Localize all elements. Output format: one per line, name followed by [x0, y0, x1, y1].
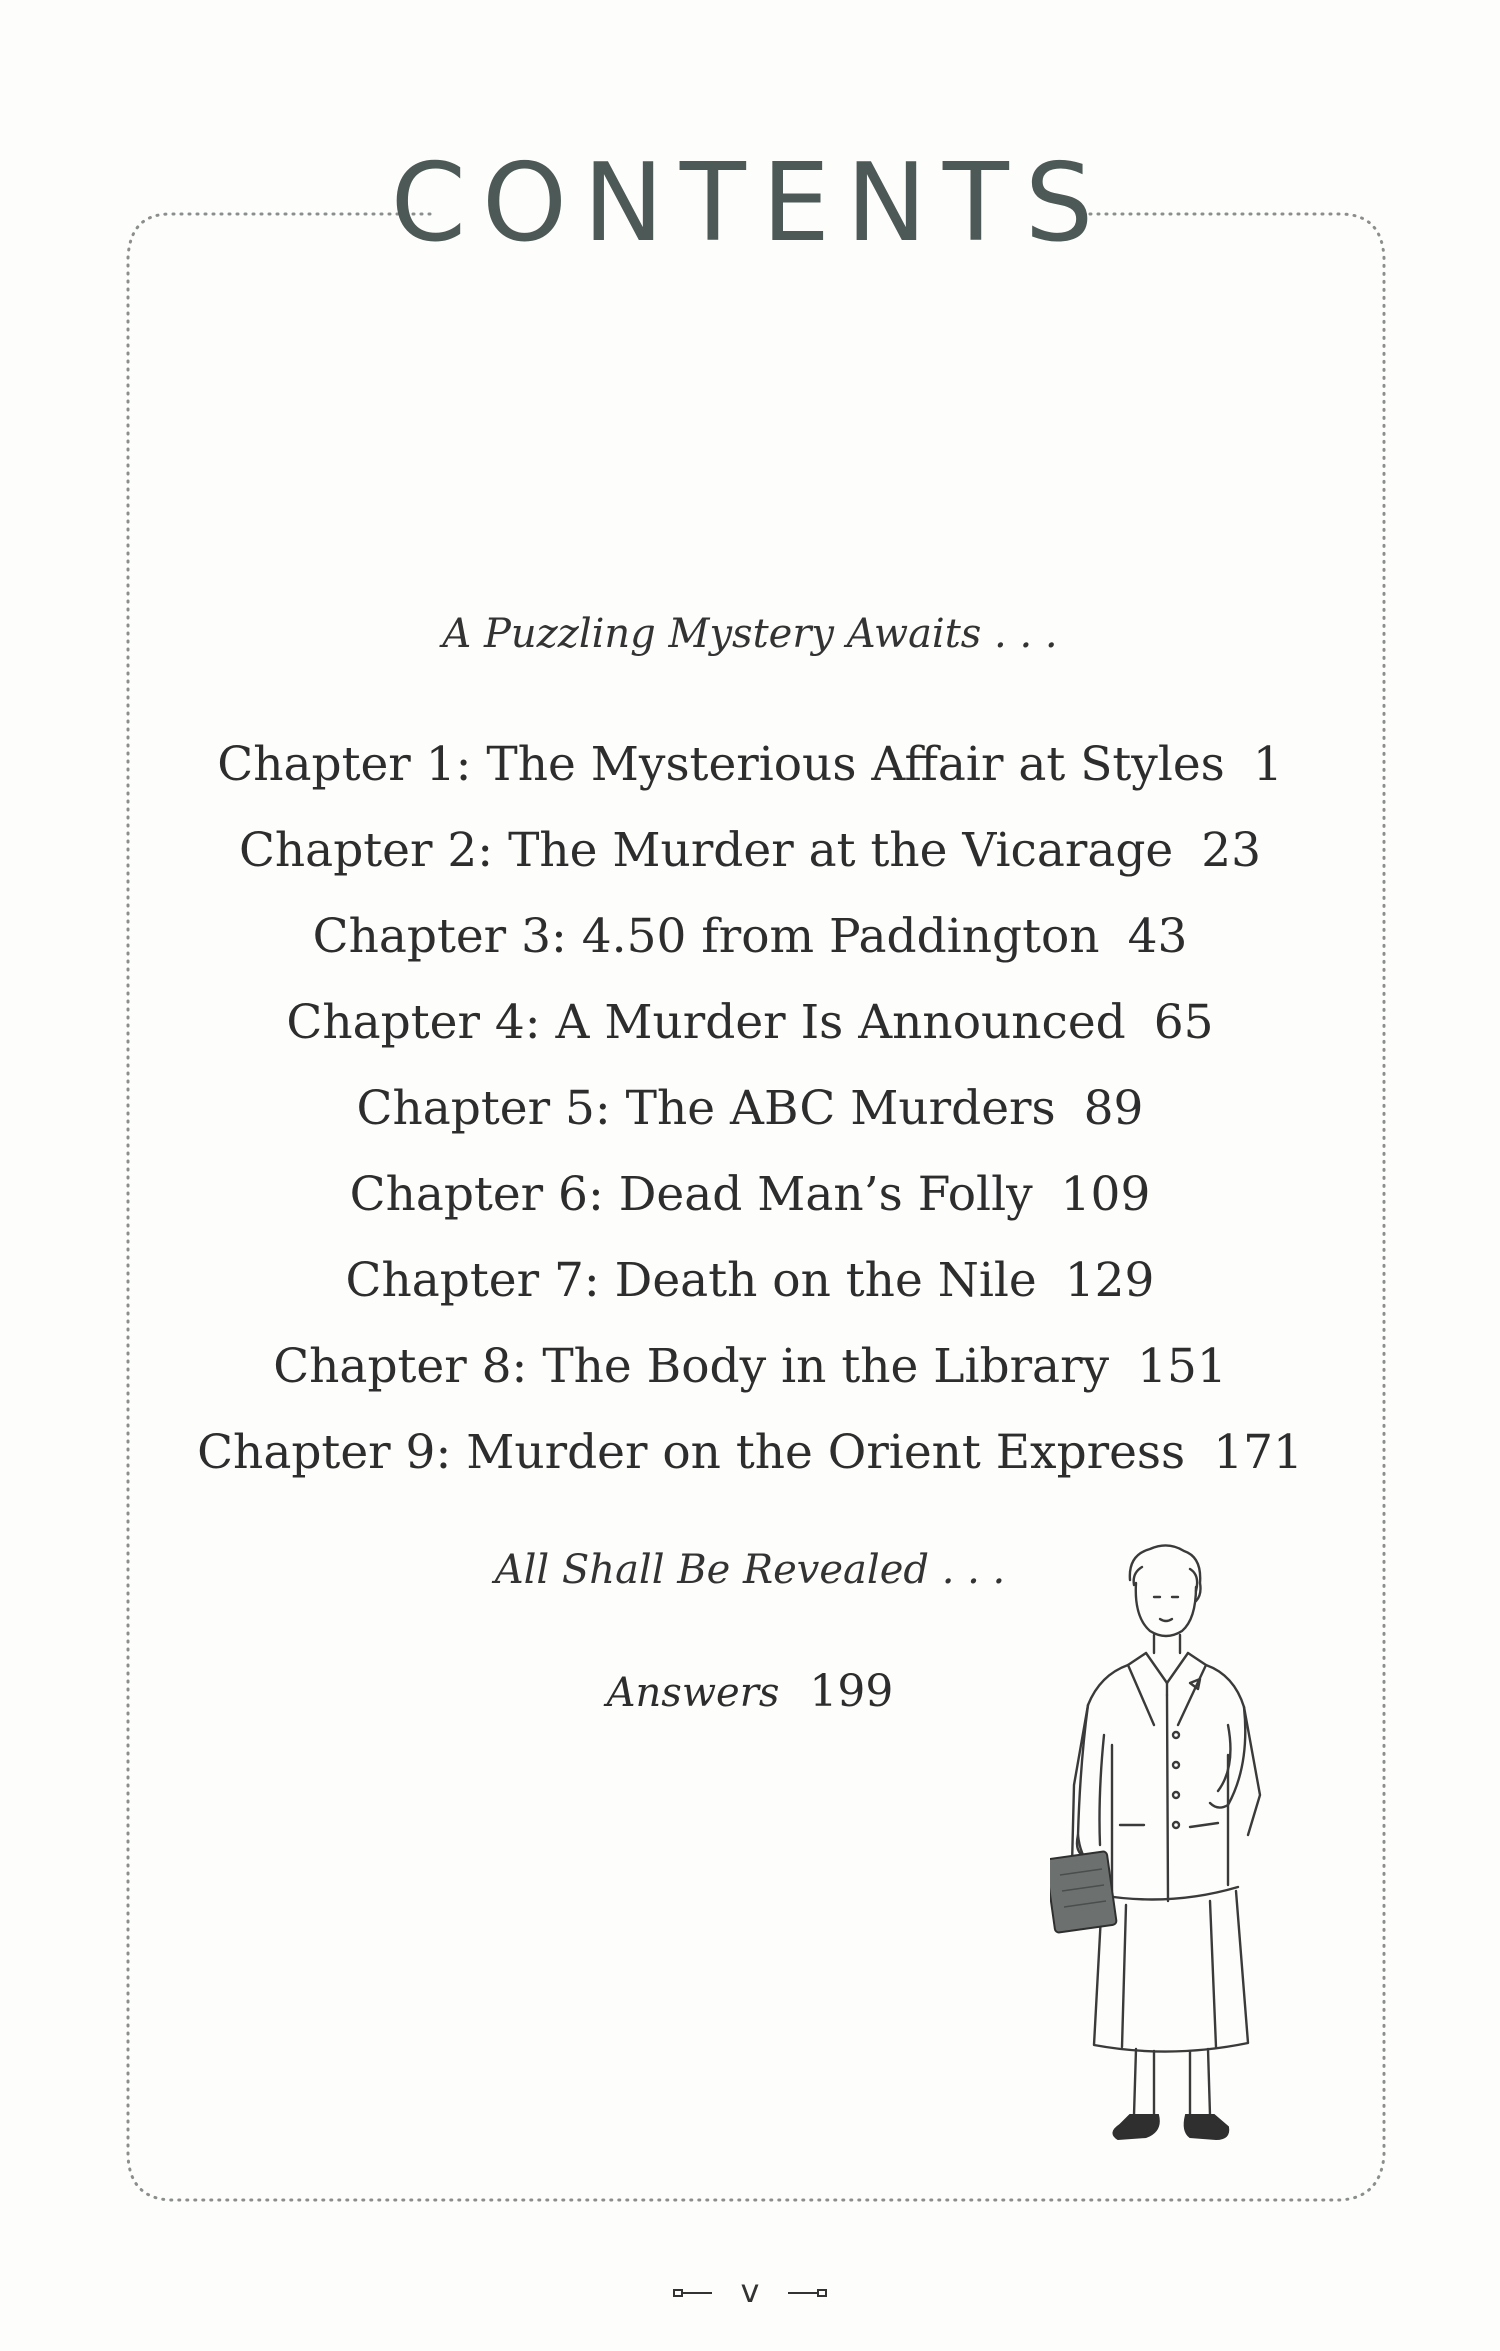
- toc-entry-page: 109: [1060, 1167, 1151, 1222]
- toc-entry-page: 1: [1252, 737, 1283, 792]
- toc-entry[interactable]: [0, 1152, 1500, 1238]
- page-title: CONTENTS: [390, 141, 1110, 266]
- toc-entry-label: Chapter 5: The ABC Murders: [356, 1081, 1056, 1136]
- toc-entry-page: 65: [1153, 995, 1214, 1050]
- answers-page: 199: [809, 1666, 894, 1717]
- book-icon: [1050, 1851, 1117, 1933]
- toc-entry[interactable]: [0, 808, 1500, 894]
- toc-entry-page: 43: [1127, 909, 1188, 964]
- toc-entry[interactable]: [0, 1066, 1500, 1152]
- toc-entry-page: 89: [1083, 1081, 1144, 1136]
- toc-entry-label: Chapter 4: A Murder Is Announced: [286, 995, 1126, 1050]
- toc-entry-label: Chapter 6: Dead Man’s Folly: [349, 1167, 1033, 1222]
- toc-entry-label: Chapter 8: The Body in the Library: [273, 1339, 1110, 1394]
- toc-entry-page: 129: [1064, 1253, 1155, 1308]
- page-number: [0, 2272, 1500, 2310]
- ornament-left-icon: [672, 2286, 716, 2300]
- table-of-contents: [0, 722, 1500, 1496]
- toc-entry-page: 23: [1201, 823, 1262, 878]
- toc-entry[interactable]: [0, 1324, 1500, 1410]
- toc-entry[interactable]: [0, 894, 1500, 980]
- toc-entry-label: Chapter 2: The Murder at the Vicarage: [238, 823, 1174, 878]
- toc-entry-label: Chapter 9: Murder on the Orient Express: [197, 1425, 1186, 1480]
- answers-label: Answers: [606, 1670, 780, 1716]
- ornament-right-icon: [784, 2286, 828, 2300]
- intro-heading: A Puzzling Mystery Awaits . . .: [442, 611, 1058, 657]
- toc-entry-label: Chapter 1: The Mysterious Affair at Styles: [217, 737, 1225, 792]
- toc-entry-label: Chapter 7: Death on the Nile: [345, 1253, 1037, 1308]
- toc-entry[interactable]: [0, 1410, 1500, 1496]
- outro-heading: All Shall Be Revealed . . .: [494, 1547, 1006, 1593]
- toc-entry[interactable]: [0, 722, 1500, 808]
- woman-with-book-illustration: [1050, 1535, 1300, 2155]
- toc-entry[interactable]: [0, 1238, 1500, 1324]
- toc-entry-label: Chapter 3: 4.50 from Paddington: [312, 909, 1100, 964]
- toc-entry-page: 151: [1137, 1339, 1227, 1394]
- folio-number: v: [740, 2272, 760, 2310]
- toc-entry-page: 171: [1213, 1425, 1303, 1480]
- toc-entry[interactable]: [0, 980, 1500, 1066]
